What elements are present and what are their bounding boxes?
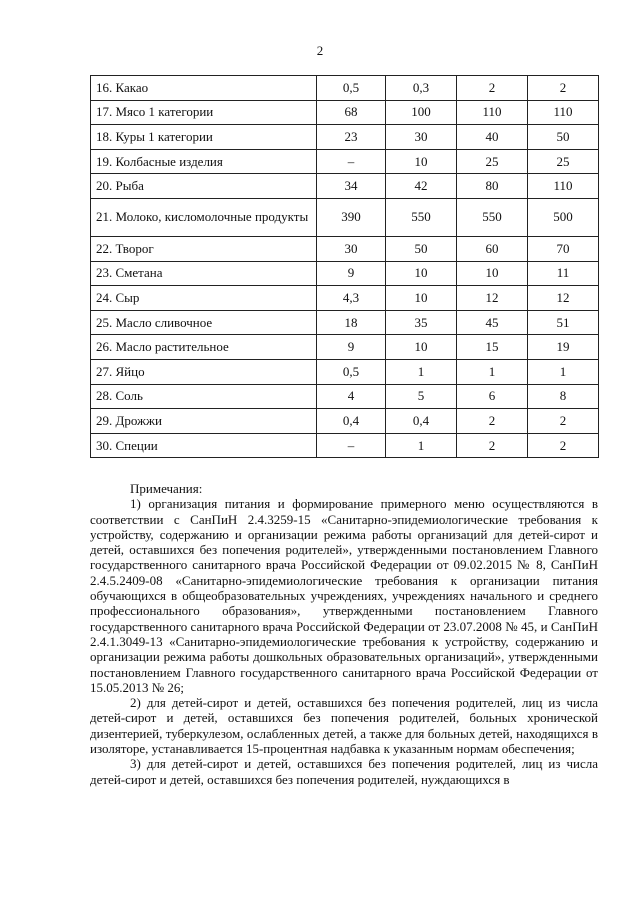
table-row (91, 384, 599, 409)
product-name-cell: 21. Молоко, кисломолочные продукты (91, 198, 317, 236)
norm-value-cell: 4,3 (317, 286, 386, 311)
norm-value-cell: 0,3 (386, 76, 457, 101)
norm-value-cell: 4 (317, 384, 386, 409)
norm-value-cell: 0,5 (317, 359, 386, 384)
product-name-cell: 17. Мясо 1 категории (91, 100, 317, 125)
norm-value-cell: 30 (386, 125, 457, 150)
norm-value-cell: 8 (528, 384, 599, 409)
food-norms-table (90, 75, 599, 458)
norm-value-cell: 110 (457, 100, 528, 125)
norm-value-cell: 70 (528, 236, 599, 261)
table-row (91, 198, 599, 236)
table-row (91, 310, 599, 335)
table-row (91, 433, 599, 458)
norm-value-cell: 35 (386, 310, 457, 335)
norm-value-cell: 25 (528, 149, 599, 174)
product-name-cell: 27. Яйцо (91, 359, 317, 384)
product-name-cell: 25. Масло сливочное (91, 310, 317, 335)
norm-value-cell: 2 (528, 76, 599, 101)
product-name-cell: 19. Колбасные изделия (91, 149, 317, 174)
note-paragraph: 1) организация питания и формирование примерного меню осуществляются в соответствии с СанПиН 2.4.3259-15 «Санитарно-эпидемиологические требования к устройству, содержанию и организации режима работы организаций для детей-сирот и детей, оставшихся без попечения родителей», утвержденными постановлением Главного государственного санитарного врача Российской Федерации от 09.02.2015 № 8, СанПиН 2.4.5.2409-08 «Санитарно-эпидемиологические требования к организации питания обучающихся в общеобразовательных учреждениях, учреждениях начального и среднего профессионального образования», утвержденными постановлением Главного государственного санитарного врача Российской Федерации от 23.07.2008 № 45, и СанПиН 2.4.1.3049-13 «Санитарно-эпидемиологические требования к устройству, содержанию и организации режима работы дошкольных образовательных организаций», утвержденными постановлением Главного государственного санитарного врача Российской Федерации от 15.05.2013 № 26; (90, 496, 598, 695)
notes-heading: Примечания: (130, 481, 203, 496)
norm-value-cell: 68 (317, 100, 386, 125)
norm-value-cell: 2 (528, 433, 599, 458)
norm-value-cell: 0,4 (317, 409, 386, 434)
norm-value-cell: 50 (386, 236, 457, 261)
note-paragraph: 2) для детей-сирот и детей, оставшихся без попечения родителей, лиц из числа детей-сирот и детей, оставшихся без попечения родителей, больных хронической дизентерией, туберкулезом, ослабленных детей, а также для больных детей, находящихся в изоляторе, устанавливается 15-процентная надбавка к указанным нормам обеспечения; (90, 695, 598, 757)
norm-value-cell: 0,4 (386, 409, 457, 434)
norm-value-cell: 500 (528, 198, 599, 236)
table-row (91, 286, 599, 311)
norm-value-cell: 0,5 (317, 76, 386, 101)
food-norms-table-body (91, 76, 599, 458)
norm-value-cell: 2 (457, 433, 528, 458)
norm-value-cell: 12 (528, 286, 599, 311)
norm-value-cell: 10 (386, 149, 457, 174)
norm-value-cell: – (317, 149, 386, 174)
product-name-cell: 28. Соль (91, 384, 317, 409)
table-row (91, 236, 599, 261)
norm-value-cell: 1 (528, 359, 599, 384)
norm-value-cell: 12 (457, 286, 528, 311)
table-row (91, 359, 599, 384)
norm-value-cell: 2 (528, 409, 599, 434)
norm-value-cell: 110 (528, 174, 599, 199)
product-name-cell: 30. Специи (91, 433, 317, 458)
norm-value-cell: 51 (528, 310, 599, 335)
product-name-cell: 20. Рыба (91, 174, 317, 199)
norm-value-cell: 6 (457, 384, 528, 409)
norm-value-cell: 5 (386, 384, 457, 409)
norm-value-cell: 30 (317, 236, 386, 261)
product-name-cell: 23. Сметана (91, 261, 317, 286)
table-row (91, 100, 599, 125)
norm-value-cell: 110 (528, 100, 599, 125)
norm-value-cell: 50 (528, 125, 599, 150)
norm-value-cell: 10 (386, 286, 457, 311)
norm-value-cell: 40 (457, 125, 528, 150)
norm-value-cell: 10 (386, 335, 457, 360)
norm-value-cell: 42 (386, 174, 457, 199)
norm-value-cell: 11 (528, 261, 599, 286)
note-paragraph: 3) для детей-сирот и детей, оставшихся без попечения родителей, лиц из числа детей-сирот и детей, оставшихся без попечения родителей, нуждающихся в (90, 756, 598, 787)
table-row (91, 149, 599, 174)
norm-value-cell: 34 (317, 174, 386, 199)
product-name-cell: 29. Дрожжи (91, 409, 317, 434)
norm-value-cell: – (317, 433, 386, 458)
norm-value-cell: 1 (386, 359, 457, 384)
table-row (91, 125, 599, 150)
norm-value-cell: 100 (386, 100, 457, 125)
notes-section (90, 481, 598, 787)
norm-value-cell: 390 (317, 198, 386, 236)
table-row (91, 261, 599, 286)
norm-value-cell: 9 (317, 335, 386, 360)
norm-value-cell: 45 (457, 310, 528, 335)
norm-value-cell: 19 (528, 335, 599, 360)
norm-value-cell: 1 (386, 433, 457, 458)
norm-value-cell: 25 (457, 149, 528, 174)
norm-value-cell: 80 (457, 174, 528, 199)
norm-value-cell: 550 (457, 198, 528, 236)
product-name-cell: 16. Какао (91, 76, 317, 101)
norm-value-cell: 1 (457, 359, 528, 384)
table-row (91, 76, 599, 101)
norm-value-cell: 550 (386, 198, 457, 236)
norm-value-cell: 2 (457, 409, 528, 434)
norm-value-cell: 18 (317, 310, 386, 335)
product-name-cell: 26. Масло растительное (91, 335, 317, 360)
norm-value-cell: 9 (317, 261, 386, 286)
norm-value-cell: 10 (386, 261, 457, 286)
norm-value-cell: 60 (457, 236, 528, 261)
page-number: 2 (316, 43, 324, 58)
norm-value-cell: 15 (457, 335, 528, 360)
norm-value-cell: 2 (457, 76, 528, 101)
table-row (91, 409, 599, 434)
table-row (91, 174, 599, 199)
norm-value-cell: 10 (457, 261, 528, 286)
norm-value-cell: 23 (317, 125, 386, 150)
product-name-cell: 22. Творог (91, 236, 317, 261)
product-name-cell: 18. Куры 1 категории (91, 125, 317, 150)
product-name-cell: 24. Сыр (91, 286, 317, 311)
table-row (91, 335, 599, 360)
